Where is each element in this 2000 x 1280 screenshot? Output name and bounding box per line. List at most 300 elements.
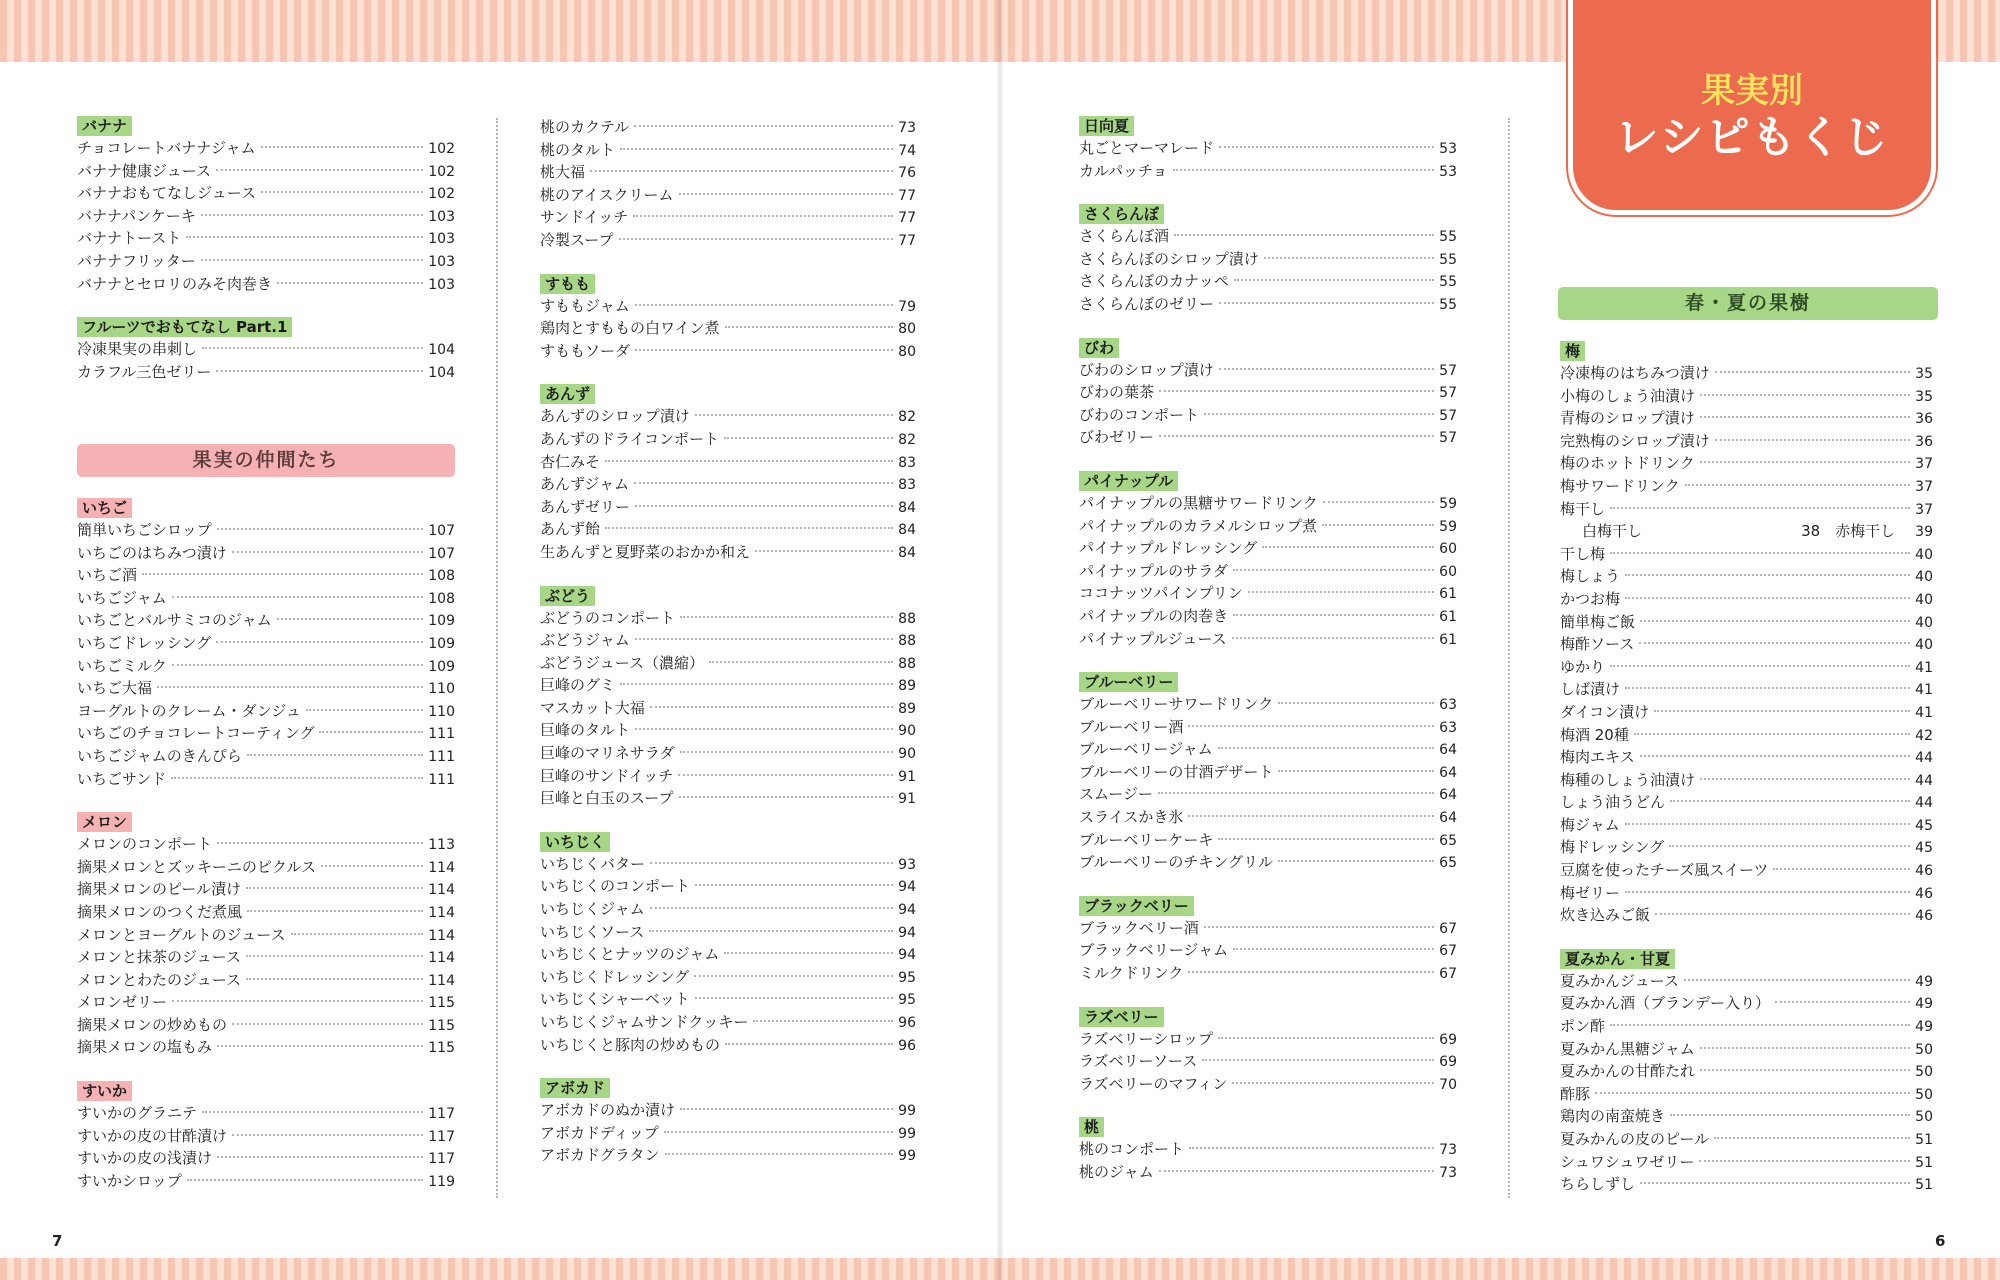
toc-entry [77,722,455,745]
dot-leader [650,862,893,864]
section-header: 梅 [1560,341,1585,361]
dot-leader [1654,710,1910,712]
dot-leader [172,1000,423,1002]
toc-entry [77,833,455,856]
dot-leader [678,774,893,776]
dot-leader [1715,371,1910,373]
entry-page-number: 108 [428,568,455,585]
toc-entry [540,206,916,229]
dot-leader [680,1108,893,1110]
entry-title: すいかのグラニテ [77,1104,198,1123]
toc-entry [1560,1173,1933,1196]
dot-leader [1188,971,1434,973]
entry-title: 巨峰のサンドイッチ [540,766,674,785]
dot-leader [1159,1170,1434,1172]
title-line-2: レシピもくじ [1614,112,1890,163]
dot-leader [679,193,894,195]
entry-title: 巨峰のグミ [540,676,616,695]
section-header: フルーツでおもてなし Part.1 [77,317,292,337]
entry-title: びわのシロップ漬け [1079,360,1214,379]
entry-title: ぶどうのコンポート [540,608,676,627]
toc-entry [1560,407,1933,430]
dot-leader [319,731,423,733]
entry-title: アボカドディップ [540,1123,659,1142]
entry-title: いちご大福 [77,679,153,698]
dot-leader [634,482,893,484]
entry-title: 夏みかんの皮のピール [1560,1130,1710,1148]
dot-leader [186,236,423,238]
entry-title: パイナップルのカラメルシロップ煮 [1079,516,1317,535]
dot-leader [1715,439,1910,441]
entry-title: サンドイッチ [540,208,629,227]
entry-page-number: 60 [1439,563,1457,580]
entry-title: 梅酒 20種 [1560,725,1629,744]
entry-page-number: 77 [898,187,916,204]
dot-leader [246,978,423,980]
dot-leader [664,1131,893,1133]
dot-leader [1625,597,1910,599]
section-banner-haru-natsu: 春・夏の果樹 [1558,287,1938,320]
entry-page-number: 113 [428,837,455,854]
toc-entry [1560,611,1933,634]
entry-title: 鶏肉とすももの白ワイン煮 [540,319,720,338]
toc-column-1 [77,116,455,405]
entry-page-number: 61 [1439,631,1457,648]
dot-leader [695,997,893,999]
dot-leader [202,1111,423,1113]
entry-page-number: 82 [898,409,916,426]
entry-page-number: 49 [1915,973,1933,990]
section-header: ブラックベリー [1079,896,1194,916]
entry-title: さくらんぼのゼリー [1079,294,1215,313]
toc-section [77,116,455,295]
toc-entry [540,139,916,162]
dot-leader [695,884,893,886]
entry-title: いちじくシャーベット [540,990,690,1009]
dot-leader [1278,702,1434,704]
toc-entry [1079,829,1457,852]
entry-title: バナナフリッター [77,251,196,270]
dot-leader [1233,614,1434,616]
dot-leader [725,1043,893,1045]
dot-leader [635,728,893,730]
toc-entry [77,677,455,700]
entry-page-number: 51 [1915,1154,1933,1171]
toc-entry [1079,404,1457,427]
toc-entry [1560,836,1933,859]
entry-page-number: 44 [1915,795,1933,812]
entry-title: いちじくと豚肉の炒めもの [540,1035,721,1054]
entry-title: しば漬け [1560,680,1621,699]
entry-page-number: 65 [1439,855,1457,872]
entry-page-number: 73 [1439,1142,1457,1159]
dot-leader [649,930,893,932]
entry-page-number: 99 [898,1148,916,1165]
dot-leader [665,1153,894,1155]
entry-title: ブルーベリーのチキングリル [1079,853,1273,872]
dot-leader [187,1179,424,1181]
entry-page-number: 37 [1915,456,1933,473]
toc-entry [1079,160,1457,183]
dot-leader [277,618,424,620]
dot-leader [232,551,424,553]
entry-title: ブラックベリー酒 [1079,918,1199,937]
dot-leader [142,573,423,575]
toc-entry [1560,859,1933,882]
entry-page-number: 41 [1915,682,1933,699]
toc-entry [77,1036,455,1059]
dot-leader [1218,838,1434,840]
toc-entry [1079,293,1457,316]
entry-title: いちじくとナッツのジャム [540,945,720,964]
toc-entry [1079,1028,1457,1051]
entry-page-number: 67 [1439,943,1457,960]
entry-page-number: 114 [428,950,455,967]
toc-entry [1079,939,1457,962]
entry-page-number: 114 [428,882,455,899]
dot-leader [680,751,894,753]
dot-leader [217,1045,423,1047]
toc-entry [1560,678,1933,701]
dot-leader [1700,1047,1910,1049]
entry-title: 夏みかん黒糖ジャム [1560,1039,1695,1058]
section-header: びわ [1079,338,1119,358]
toc-entry [1560,769,1933,792]
dot-leader [216,641,423,643]
dot-leader [201,214,423,216]
entry-title: ダイコン漬け [1560,702,1650,721]
dot-leader [620,148,893,150]
toc-section [1079,1007,1457,1096]
toc-entry [1079,1050,1457,1073]
dot-leader [1173,169,1435,171]
entry-title: ポン酢 [1560,1017,1606,1036]
toc-entry [1079,537,1457,560]
toc-entry [77,1170,455,1193]
toc-entry [1079,962,1457,985]
toc-section [540,1078,916,1167]
entry-page-number: 109 [428,613,455,630]
dot-leader [1219,146,1434,148]
entry-page-number: 65 [1439,832,1457,849]
entry-page-number: 88 [898,633,916,650]
toc-section [1560,341,1933,927]
toc-section [1079,896,1457,985]
dot-leader [1700,1069,1910,1071]
entry-title: 梅酢ソース [1560,635,1635,654]
entry-page-number: 64 [1439,787,1457,804]
entry-page-number: 94 [898,902,916,919]
dot-leader [1159,390,1434,392]
dot-leader [635,638,893,640]
toc-entry [1079,1138,1457,1161]
entry-page-number: 103 [428,253,455,270]
dot-leader [650,907,893,909]
toc-entry [1079,381,1457,404]
entry-page-number: 64 [1439,810,1457,827]
entry-page-number: 96 [898,1015,916,1031]
toc-entry [540,317,916,340]
entry-page-number: 114 [428,859,455,876]
entry-title: ミルクドリンク [1079,964,1184,983]
section-header: あんず [540,384,595,404]
entry-title: 梅種のしょう油漬け [1560,770,1696,789]
toc-entry [1079,783,1457,806]
toc-entry [1560,791,1933,814]
entry-page-number: 99 [898,1125,916,1142]
entry-page-number: 37 [1915,478,1933,495]
entry-title: いちじくソース [540,922,645,941]
dot-leader [261,191,423,193]
entry-page-number: 41 [1915,659,1933,676]
entry-page-number: 50 [1915,1041,1933,1058]
entry-title: さくらんぼ酒 [1079,227,1170,246]
entry-title: パイナップルドレッシング [1079,539,1258,558]
entry-page-number: 109 [428,658,455,675]
toc-entry [1560,475,1933,498]
entry-page-number: 103 [428,208,455,225]
toc-section [1560,949,1933,1196]
dot-leader [1248,591,1434,593]
dot-leader [1684,979,1910,981]
title-line-1: 果実別 [1701,71,1803,111]
toc-entry [1079,248,1457,271]
entry-title: メロンと抹茶のジュース [77,948,241,967]
entry-title: アボカドグラタン [540,1146,660,1165]
toc-entry [77,182,455,205]
entry-page-number: 114 [428,927,455,944]
toc-entry [77,587,455,610]
entry-title: 梅肉エキス [1560,748,1635,767]
toc-entry [1560,1038,1933,1061]
entry-title: ラズベリーのマフィン [1079,1074,1228,1093]
entry-page-number: 109 [428,635,455,652]
entry-page-number: 46 [1915,885,1933,902]
toc-entry [540,943,916,966]
entry-title: 桃のジャム [1079,1163,1154,1181]
dot-leader [680,616,893,618]
dot-leader [1670,1114,1910,1116]
entry-title: 摘果メロンのつくだ煮風 [77,902,243,921]
toc-entry [1560,520,1933,543]
entry-page-number: 61 [1439,608,1457,625]
entry-page-number: 77 [898,232,916,249]
entry-title: ぶどうジャム [540,631,630,650]
dot-leader [1219,368,1434,370]
entry-title: マスカット大福 [540,698,645,717]
entry-page-number: 91 [898,791,916,808]
entry-page-number: 82 [898,431,916,448]
toc-entry [1079,426,1457,449]
entry-page-number: 83 [898,454,916,471]
dot-leader [633,215,893,217]
entry-page-number: 57 [1439,407,1457,424]
entry-page-number: 111 [428,726,455,743]
toc-entry [1079,693,1457,716]
entry-title: ブルーベリーケーキ [1079,830,1214,849]
dot-leader [261,146,424,148]
dot-leader [709,661,893,663]
toc-entry [77,745,455,768]
entry-title: びわゼリー [1079,428,1155,447]
toc-entry [540,875,916,898]
entry-page-number: 91 [898,768,916,785]
entry-page-number: 89 [898,678,916,695]
dot-leader [172,596,424,598]
entry-title: 豆腐を使ったチーズ風スイーツ [1560,861,1769,880]
entry-title: アボカドのぬか漬け [540,1101,676,1120]
entry-title: メロンゼリー [77,993,168,1012]
toc-entry [77,160,455,183]
toc-entry [540,787,916,810]
entry-title: 摘果メロンのピール漬け [77,880,242,899]
entry-title: バナナとセロリのみそ肉巻き [77,274,273,293]
entry-title: 完熟梅のシロップ漬け [1560,431,1710,450]
section-header: ラズベリー [1079,1007,1164,1027]
entry-title: メロンとわたのジュース [77,970,241,989]
entry-title: しょう油うどん [1560,793,1666,812]
toc-entry [1560,724,1933,747]
toc-entry [1079,628,1457,651]
entry-page-number: 84 [898,544,916,561]
entry-title: 桃のタルト [540,140,616,159]
toc-entry [77,1014,455,1037]
entry-page-number: 64 [1439,764,1457,781]
dot-leader [1233,569,1434,571]
toc-entry [77,609,455,632]
section-header: さくらんぼ [1079,204,1164,224]
toc-section [540,586,916,810]
entry-page-number: 108 [428,590,455,607]
entry-page-number: 94 [898,947,916,964]
toc-column-2 [540,116,916,1189]
entry-title: 杏仁みそ [540,452,601,471]
entry-page-number: 49 [1915,1019,1933,1036]
toc-entry [77,969,455,992]
toc-entry [1079,716,1457,739]
entry-page-number: 46 [1915,863,1933,880]
entry-page-number: 40 [1915,569,1933,586]
column-divider-left [496,118,498,1198]
dot-leader [247,754,424,756]
toc-entry [540,451,916,474]
entry-title: すいかの皮の甘酢漬け [77,1126,228,1145]
entry-page-number: 53 [1439,163,1457,180]
entry-page-number: 99 [898,1103,916,1120]
entry-title: スライスかき氷 [1079,808,1184,827]
entry-page-number: 83 [898,477,916,494]
toc-entry [1560,588,1933,611]
entry-page-number: 74 [898,142,916,159]
toc-entry [77,1102,455,1125]
entry-page-number: 57 [1439,385,1457,402]
entry-title: いちごのチョコレートコーティング [77,724,315,743]
entry-page-number: 76 [898,165,916,182]
section-header: ブルーベリー [1079,672,1178,692]
entry-title: いちごドレッシング [77,633,212,652]
entry-page-number: 94 [898,924,916,941]
dot-leader [1159,435,1434,437]
entry-title: いちじくジャムサンドクッキー [540,1013,749,1031]
dot-leader [1685,484,1910,486]
toc-entry [1079,851,1457,874]
entry-title: 簡単いちごシロップ [77,521,212,539]
toc-entry [540,697,916,720]
entry-title: ヨーグルトのクレーム・ダンジュ [77,701,302,720]
page-number-right: 6 [1935,1232,1946,1250]
toc-entry [540,161,916,184]
entry-page-number: 111 [428,748,455,765]
dot-leader [619,238,894,240]
toc-entry [77,519,455,542]
dot-leader [1218,1037,1434,1039]
entry-page-number: 117 [428,1151,455,1168]
section-header: すもも [540,274,595,294]
dot-leader [1714,1137,1910,1139]
dot-leader [1264,257,1434,259]
entry-page-number: 67 [1439,920,1457,937]
entry-title: チョコレートバナナジャム [77,139,256,157]
entry-title: 梅のホットドリンク [1560,454,1695,473]
dot-leader [1278,770,1434,772]
toc-section [1079,1117,1457,1183]
entry-page-number: 84 [898,522,916,539]
entry-page-number: 59 [1439,495,1457,512]
dot-leader [1204,413,1434,415]
entry-title: さくらんぼのカナッペ [1079,272,1229,291]
entry-title: いちごジャムのきんぴら [77,746,242,765]
toc-entry [1560,1015,1933,1038]
dot-leader [1773,868,1910,870]
dot-leader [1595,1092,1910,1094]
entry-title: 摘果メロンとズッキーニのピクルス [77,857,316,876]
entry-title: 夏みかんの甘酢たれ [1560,1062,1696,1081]
toc-column-3 [1079,116,1457,1206]
entry-page-number: 69 [1439,1054,1457,1071]
dot-leader [635,304,893,306]
entry-page-number: 45 [1915,817,1933,834]
toc-entry [540,742,916,765]
toc-entry [77,946,455,969]
entry-page-number: 95 [898,992,916,1009]
entry-page-number: 73 [1439,1165,1457,1181]
entry-title: 摘果メロンの塩もみ [77,1038,213,1057]
entry-page-number: 35 [1915,388,1933,405]
toc-entry [540,988,916,1011]
entry-title: いちごジャム [77,588,167,607]
entry-title: ぶどうジュース（濃縮） [540,653,704,672]
entry-page-number: 110 [428,681,455,698]
dot-leader [246,887,423,889]
toc-entry [77,700,455,723]
toc-section [1079,672,1457,874]
dot-leader [635,349,893,351]
dot-leader [1700,778,1910,780]
toc-entry [1079,582,1457,605]
entry-page-number: 79 [898,298,916,315]
entry-title: 冷製スープ [540,230,614,249]
section-header: 日向夏 [1079,116,1134,136]
entry-page-number: 40 [1915,546,1933,563]
entry-page-number: 57 [1439,362,1457,379]
entry-title: かつお梅 [1560,589,1621,608]
entry-page-number: 50 [1915,1064,1933,1081]
entry-page-number: 40 [1915,591,1933,608]
dot-leader [216,169,423,171]
toc-entry [1079,137,1457,160]
toc-entry [77,361,455,384]
dot-leader [695,414,893,416]
